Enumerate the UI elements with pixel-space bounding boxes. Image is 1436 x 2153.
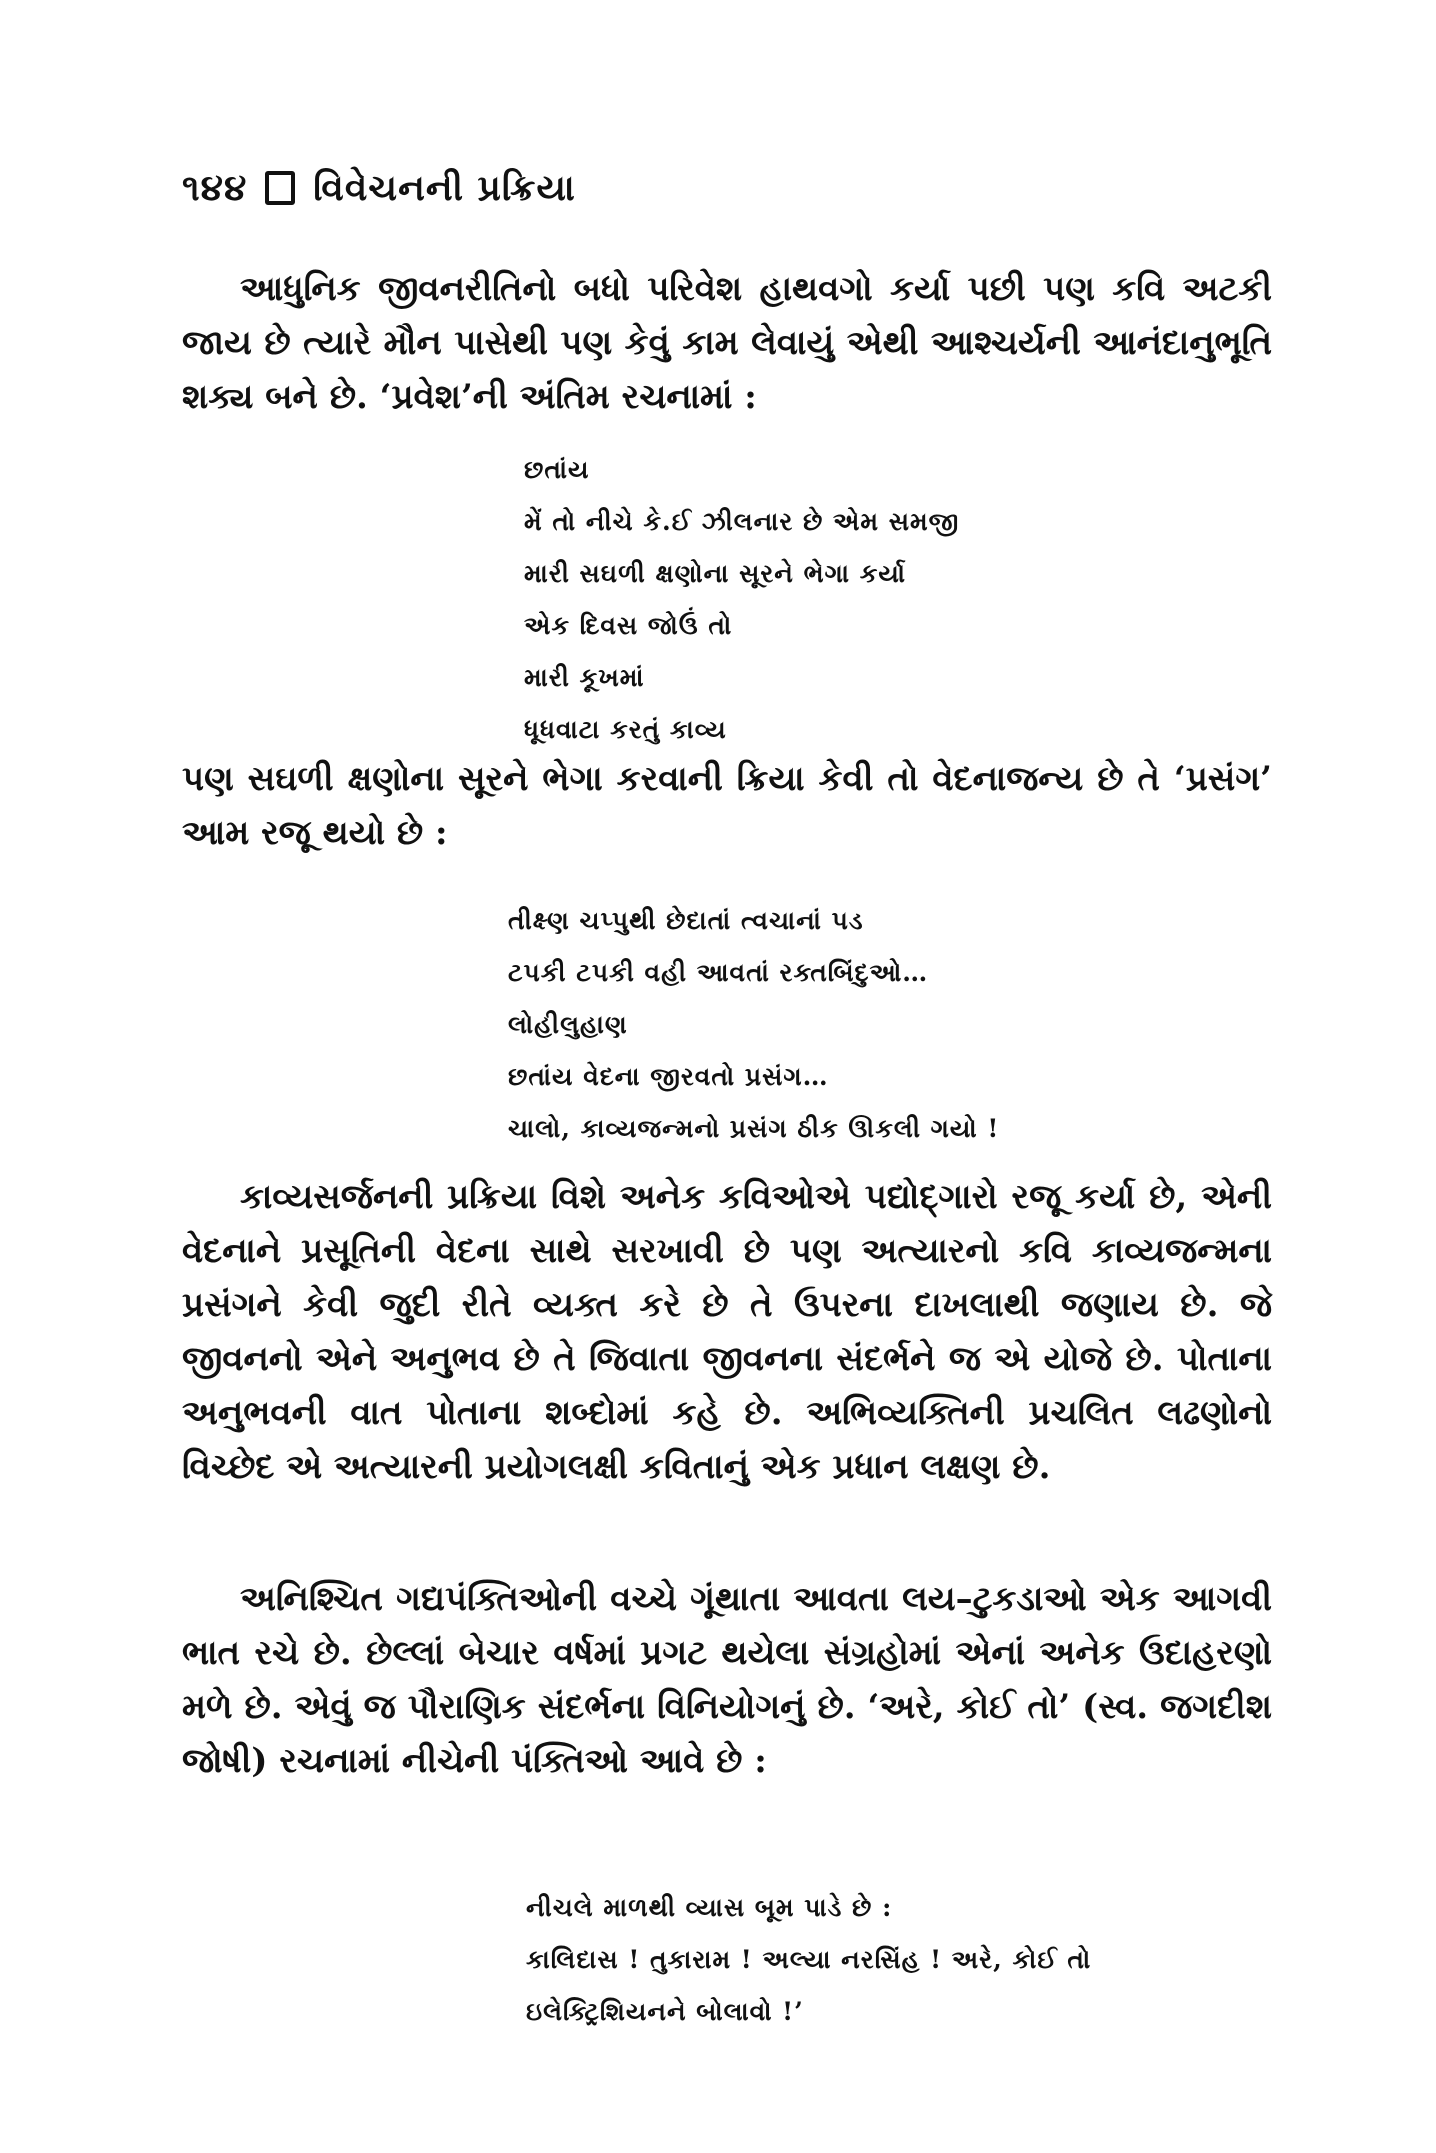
poem-line: કાલિદાસ ! તુકારામ ! અલ્યા નરસિંહ ! અરે, કોઈ તો [526, 1945, 1092, 1974]
poem-line: મારી સઘળી ક્ષણોના સૂરને ભેગા કર્યા [524, 559, 906, 588]
poem-excerpt-pravesh [524, 444, 959, 756]
poem-line: મેં તો નીચે કે.ઈ ઝીલનાર છે એમ સમજી [524, 507, 960, 536]
poem-excerpt-are-koi-to [526, 1882, 1091, 2038]
poem-line: છતાંય [524, 455, 590, 484]
poem-line: નીચલે માળથી વ્યાસ બૂમ પાડે છે : [526, 1893, 893, 1922]
running-header [182, 158, 576, 218]
poem-line: એક દિવસ જોઉં તો [524, 611, 733, 640]
paragraph-4: અનિશ્ચિત ગદ્યપંક્તિઓની વચ્ચે ગૂંથાતા આવતા લય–ટુકડાઓ એક આગવી ભાત રચે છે. છેલ્લાં બેચાર વર્ષમાં પ્રગટ થયેલા સંગ્રહોમાં એનાં અનેક ઉદાહરણો મળે છે. એવું જ પૌરાણિક સંદર્ભના વિનિયોગનું છે. ‘અરે, કોઈ તો’ (સ્વ. જગદીશ જોષી) રચનામાં નીચેની પંક્તિઓ આવે છે : [182, 1579, 1272, 1781]
paragraph-2: પણ સઘળી ક્ષણોના સૂરને ભેગા કરવાની ક્રિયા કેવી તો વેદનાજન્ય છે તે ‘પ્રસંગ’ આમ રજૂ થયો છે : [182, 759, 1272, 853]
poem-line: તીક્ષ્ણ ચપ્પુથી છેદાતાં ત્વચાનાં પડ [508, 906, 864, 935]
poem-line: ધૂધવાટા કરતું કાવ્ય [524, 715, 727, 744]
paragraph-3: કાવ્યસર્જનની પ્રક્રિયા વિશે અનેક કવિઓએ પદ્યોદ્ગારો રજૂ કર્યા છે, એની વેદનાને પ્રસૂતિની વેદના સાથે સરખાવી છે પણ અત્યારનો કવિ કાવ્યજન્મના પ્રસંગને કેવી જુદી રીતે વ્યક્ત કરે છે તે ઉપરના દાખલાથી જણાય છે. જે જીવનનો એને અનુભવ છે તે જિવાતા જીવનના સંદર્ભને જ એ યોજે છે. પોતાના અનુભવની વાત પોતાના શબ્દોમાં કહે છે. અભિવ્યક્તિની પ્રચલિત લઢણોનો વિચ્છેદ એ અત્યારની પ્રયોગલક્ષી કવિતાનું એક પ્રધાન લક્ષણ છે. [182, 1177, 1272, 1487]
poem-line: લોહીલુહાણ [508, 1010, 628, 1039]
box-ornament-icon [265, 171, 295, 205]
page-number: ૧૪૪ [182, 166, 248, 209]
poem-line: મારી કૂખમાં [524, 663, 645, 692]
poem-excerpt-prasang [508, 895, 999, 1155]
poem-line: ચાલો, કાવ્યજન્મનો પ્રસંગ ઠીક ઊકલી ગયો ! [508, 1114, 1000, 1143]
poem-line: છતાંય વેદના જીરવતો પ્રસંગ… [508, 1062, 829, 1091]
poem-line: ઇલેક્ટ્રિશિયનને બોલાવો !’ [526, 1997, 804, 2026]
poem-line: ટપકી ટપકી વહી આવતાં રક્તબિંદુઓ… [508, 958, 929, 987]
paragraph-1: આધુનિક જીવનરીતિનો બધો પરિવેશ હાથવગો કર્યા પછી પણ કવિ અટકી જાય છે ત્યારે મૌન પાસેથી પણ કેવું કામ લેવાયું એથી આશ્ચર્યની આનંદાનુભૂતિ શક્ય બને છે. ‘પ્રવેશ’ની અંતિમ રચનામાં : [182, 269, 1272, 417]
running-title: વિવેચનની પ્રક્રિયા [313, 166, 576, 209]
